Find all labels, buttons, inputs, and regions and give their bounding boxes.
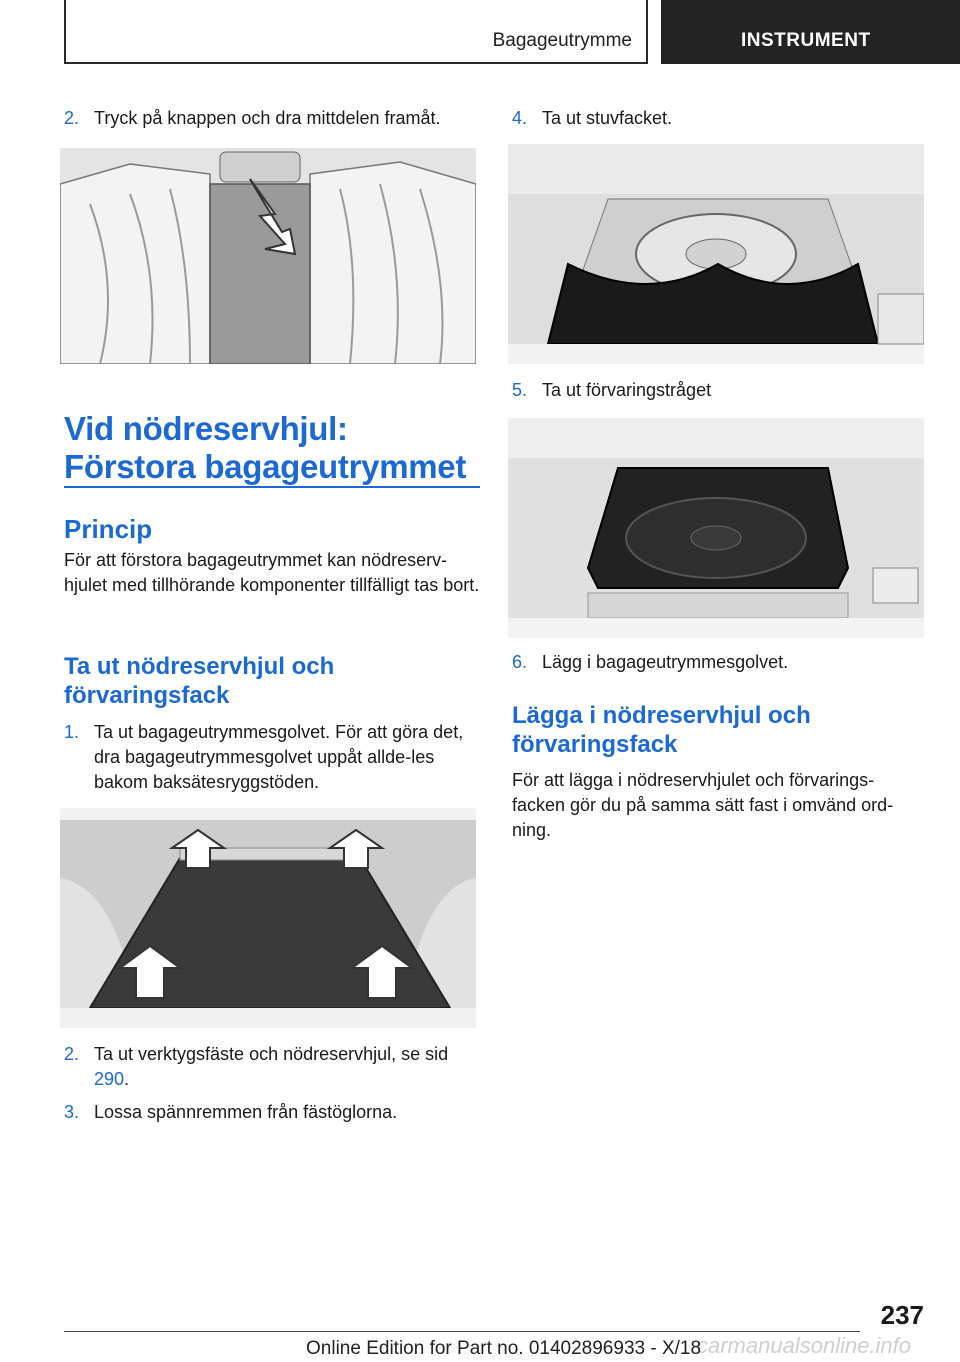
- header-chapter-title: INSTRUMENT: [741, 30, 871, 51]
- page-link-290[interactable]: 290: [94, 1069, 125, 1089]
- insert-text: För att lägga i nödreservhjulet och förvarings-facken gör du på samma sätt fast i omvänd ord-ning.: [512, 770, 894, 840]
- storage-tray-image: [508, 418, 924, 638]
- header-section-title: Bagageutrymme: [492, 30, 632, 51]
- principle-text: För att förstora bagageutrymmet kan nödreserv-hjulet med tillhörande komponenter tillfälligt tas bort.: [64, 550, 480, 595]
- footer-watermark: carmanualsonline.info: [697, 1333, 912, 1358]
- storage-compartment-image: [508, 144, 924, 364]
- principle-title: Princip: [64, 514, 153, 544]
- trunk-floor-image: [60, 808, 476, 1028]
- header-section-box: [64, 0, 648, 64]
- heading-rule: [64, 486, 480, 488]
- footer-rule: [64, 1331, 860, 1332]
- section-heading: Vid nödreservhjul: Förstora bagageutrymmet: [64, 410, 467, 485]
- insert-title: Lägga i nödreservhjul och förvaringsfack: [512, 702, 811, 758]
- header-chapter-tab[interactable]: [661, 0, 960, 64]
- page-number: 237: [880, 1300, 924, 1330]
- remove-title: Ta ut nödreservhjul och förvaringsfack: [64, 653, 335, 709]
- rear-seat-image: [60, 144, 476, 364]
- footer-edition: Online Edition for Part no. 01402896933 - X/18: [306, 1338, 702, 1359]
